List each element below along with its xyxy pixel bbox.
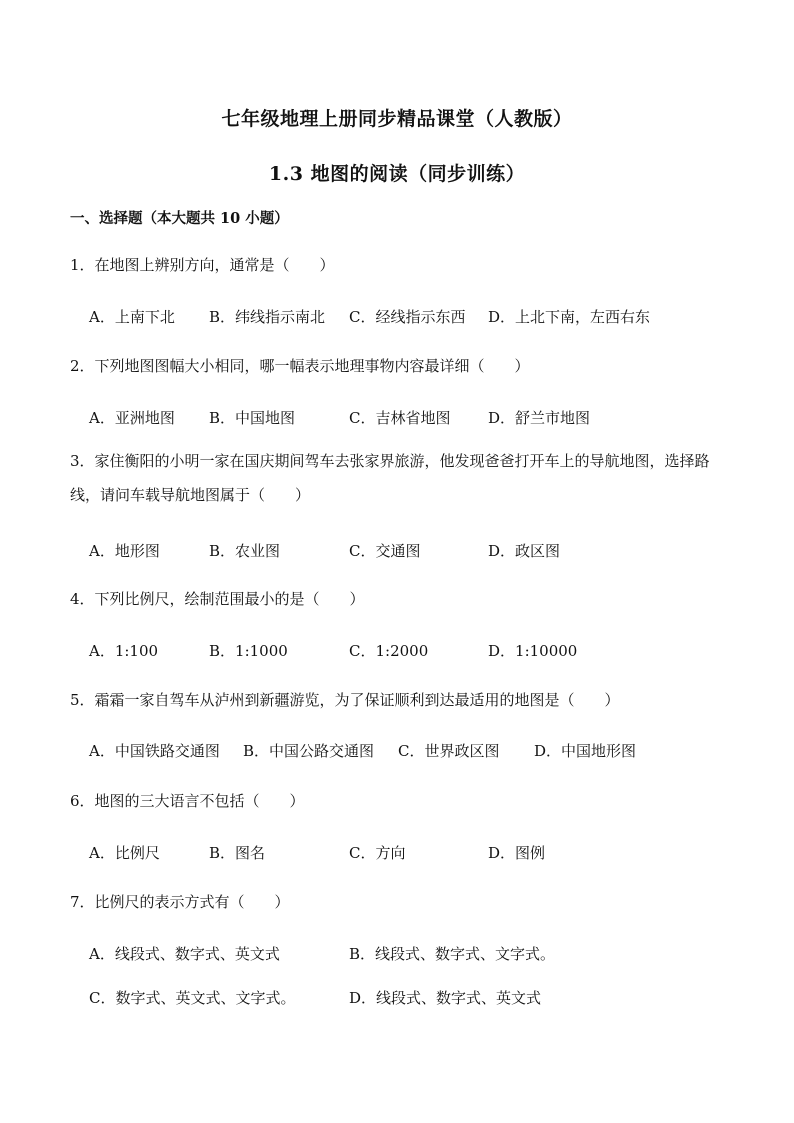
question-7-stem: 7．比例尺的表示方式有（ ）	[70, 893, 290, 911]
question-6-stem: 6．地图的三大语言不包括（ ）	[70, 792, 305, 810]
q6-option-b: B．图名	[209, 844, 266, 862]
question-5-stem: 5．霜霜一家自驾车从泸州到新疆游览，为了保证顺利到达最适用的地图是（ ）	[70, 691, 620, 709]
q7-option-b: B．线段式、数字式、文字式。	[349, 945, 556, 963]
q2-option-a: A．亚洲地图	[89, 409, 175, 427]
q1-option-a: A．上南下北	[89, 308, 175, 326]
q6-option-c: C．方向	[349, 844, 406, 862]
question-3-stem: 3．家住衡阳的小明一家在国庆期间驾车去张家界旅游，他发现爸爸打开车上的导航地图，选择路线，请问车载导航地图属于（ ）	[70, 452, 710, 504]
question-1-stem: 1．在地图上辨别方向，通常是（ ）	[70, 256, 335, 274]
q7-option-c: C．数字式、英文式、文字式。	[89, 989, 296, 1007]
document-title: 七年级地理上册同步精品课堂（人教版）	[221, 108, 573, 130]
q7-option-d: D．线段式、数字式、英文式	[349, 989, 542, 1007]
q7-option-a: A．线段式、数字式、英文式	[89, 945, 280, 963]
q3-option-a: A．地形图	[89, 542, 160, 560]
question-2-stem: 2．下列地图图幅大小相同，哪一幅表示地理事物内容最详细（ ）	[70, 357, 530, 375]
q4-option-a: A．1:100	[89, 642, 159, 660]
q4-option-d: D．1:10000	[488, 642, 578, 660]
q5-option-c: C．世界政区图	[398, 742, 500, 760]
q3-option-b: B．农业图	[209, 542, 281, 560]
question-4-stem: 4．下列比例尺，绘制范围最小的是（ ）	[70, 590, 365, 608]
section-heading: 一、选择题（本大题共 10 小题）	[70, 210, 289, 227]
q5-option-a: A．中国铁路交通图	[89, 742, 220, 760]
q3-option-c: C．交通图	[349, 542, 421, 560]
q1-option-b: B．纬线指示南北	[209, 308, 326, 326]
q5-option-b: B．中国公路交通图	[243, 742, 375, 760]
q3-option-d: D．政区图	[488, 542, 561, 560]
q4-option-b: B．1:1000	[209, 642, 288, 660]
q1-option-c: C．经线指示东西	[349, 308, 466, 326]
q2-option-d: D．舒兰市地图	[488, 409, 591, 427]
document-subtitle: 1.3 地图的阅读（同步训练）	[268, 163, 526, 185]
q5-option-d: D．中国地形图	[534, 742, 637, 760]
q6-option-a: A．比例尺	[89, 844, 160, 862]
q2-option-b: B．中国地图	[209, 409, 296, 427]
q4-option-c: C．1:2000	[349, 642, 429, 660]
q6-option-d: D．图例	[488, 844, 546, 862]
q2-option-c: C．吉林省地图	[349, 409, 451, 427]
q1-option-d: D．上北下南，左西右东	[488, 308, 651, 326]
